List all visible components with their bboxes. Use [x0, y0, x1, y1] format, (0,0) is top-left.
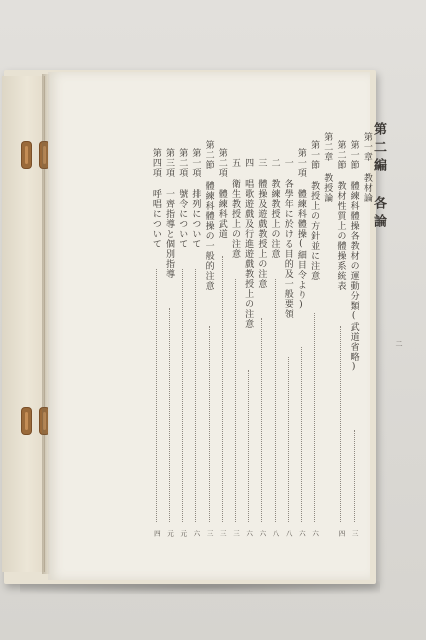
- toc-entry-label: 第一章 教材論: [361, 132, 372, 203]
- toc-entry-label: 四 唱歌遊戲及行進遊戲教授上の注意: [243, 158, 254, 329]
- toc-entry-label: 第三項 一齊指導と個別指導: [164, 148, 174, 279]
- toc-entry-page-number: 元: [179, 529, 188, 536]
- leader-dots: [248, 370, 249, 522]
- toc-entry-page-number: 六: [245, 529, 254, 536]
- toc-entry-page-number: 六: [311, 529, 320, 536]
- toc-entry-label: 第四項 呼唱について: [150, 148, 161, 249]
- toc-entry[interactable]: [321, 118, 333, 536]
- toc-entry[interactable]: [334, 118, 346, 536]
- toc-entry[interactable]: [282, 118, 294, 536]
- toc-entry-page-number: 六: [297, 529, 306, 536]
- toc-entry-page-number: 六: [258, 529, 267, 536]
- toc-entry-label: 第一項 排列について: [190, 148, 201, 249]
- toc-entry-page-number: 三: [350, 529, 359, 536]
- leader-dots: [195, 269, 196, 522]
- toc-entry-page-number: 三: [205, 529, 214, 536]
- toc-entry[interactable]: [347, 118, 359, 536]
- leader-dots: [340, 326, 341, 522]
- toc-entry-page-number: 八: [271, 529, 280, 536]
- toc-entry[interactable]: [176, 118, 188, 536]
- toc-entry-label: 第一節 體練科體操各教材の運動分類(武道省略): [348, 140, 359, 373]
- toc-entry[interactable]: [268, 118, 280, 536]
- toc-entry[interactable]: [150, 118, 162, 536]
- toc-entry-page-number: 四: [337, 529, 346, 536]
- leader-dots: [182, 269, 183, 522]
- toc-entry-label: 第一節 教授上の方針並に注意: [309, 140, 320, 281]
- leader-dots: [354, 430, 355, 522]
- toc-entry-page-number: 四: [152, 529, 161, 536]
- toc-entry[interactable]: [308, 118, 320, 536]
- toc-entry-page-number: 三: [231, 529, 240, 536]
- leader-dots: [222, 256, 223, 522]
- toc-entry-label: 五 衛生教授上の注意: [229, 158, 240, 259]
- toc-entry-label: 第一項 體練科體操(細目令より): [295, 148, 306, 311]
- leader-dots: [209, 326, 210, 522]
- toc-entry[interactable]: [202, 118, 214, 536]
- toc-entry[interactable]: [216, 118, 228, 536]
- toc-entry[interactable]: [163, 118, 175, 536]
- toc-entry[interactable]: [189, 118, 201, 536]
- toc-entry[interactable]: [255, 118, 267, 536]
- toc-entry-page-number: 三: [218, 529, 227, 536]
- toc-entry-label: 第二項 體練科武道: [216, 148, 227, 239]
- toc-entry-label: 三 體操及遊戲教授上の注意: [256, 158, 267, 289]
- toc-entry-label: 一 各學年に於ける目的及一般要領: [282, 158, 293, 319]
- toc-entry-label: 第二節 體練科體操の一般的注意: [203, 140, 214, 291]
- toc-entry[interactable]: [242, 118, 254, 536]
- spine-shadow: [42, 74, 50, 574]
- toc-entry-label: 第二章 教授論: [322, 132, 333, 203]
- leader-dots: [235, 279, 236, 522]
- toc-entry-page-number: 六: [192, 529, 201, 536]
- leader-dots: [275, 279, 276, 522]
- leader-dots: [261, 318, 262, 522]
- part-title: 第二編 各論: [371, 122, 386, 232]
- leader-dots: [169, 308, 170, 522]
- toc-entry[interactable]: [229, 118, 241, 536]
- toc-entry-label: 第二節 教材性質上の體操系統表: [335, 140, 346, 291]
- leader-dots: [301, 347, 302, 522]
- toc-entry-label: 第二項 號令について: [177, 148, 188, 249]
- margin-mark: 二: [395, 340, 403, 347]
- part-title-column: [371, 118, 386, 536]
- toc-entry-page-number: 八: [284, 529, 293, 536]
- leader-dots: [288, 357, 289, 522]
- binding-staple: [22, 408, 31, 434]
- table-of-contents: [150, 118, 386, 536]
- toc-entry[interactable]: [295, 118, 307, 536]
- toc-entry-page-number: 元: [166, 529, 174, 536]
- leader-dots: [156, 269, 157, 522]
- toc-entry-label: 二 教練教授上の注意: [269, 158, 280, 259]
- binding-staple: [22, 142, 31, 168]
- toc-entry[interactable]: [361, 118, 373, 536]
- leader-dots: [314, 313, 315, 522]
